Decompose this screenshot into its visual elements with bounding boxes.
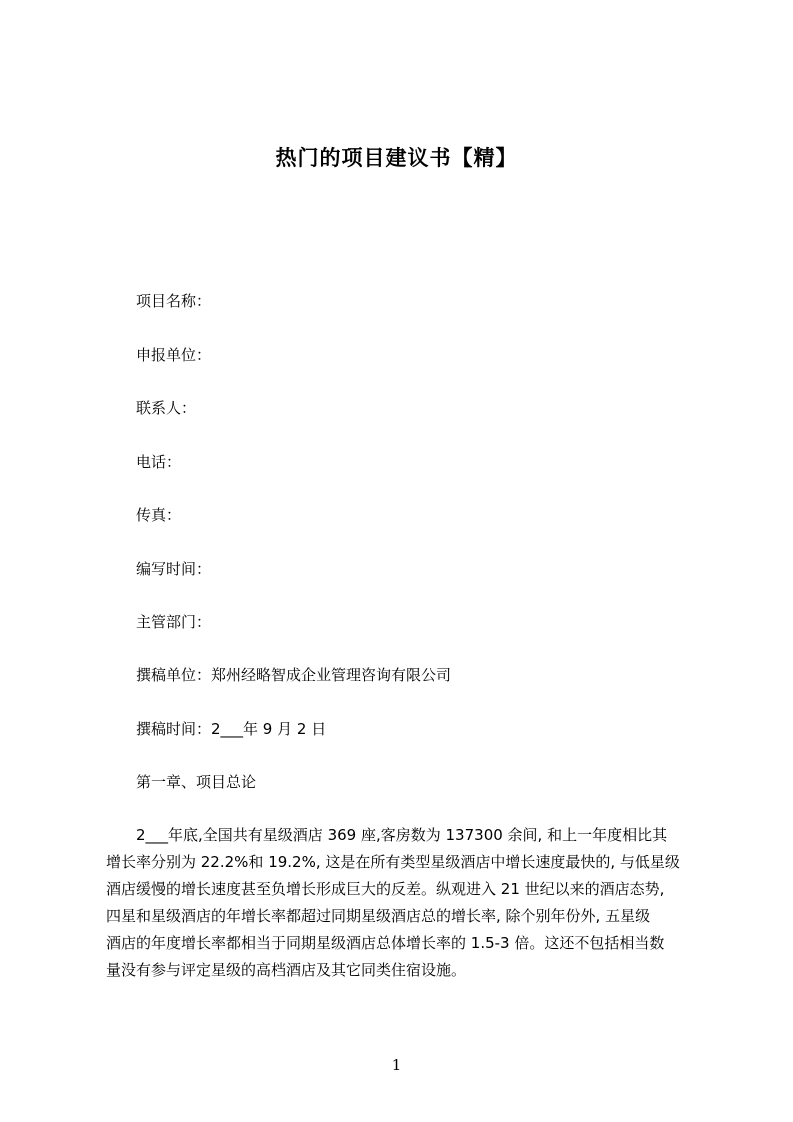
page-number: 1 [391, 1056, 402, 1074]
chapter-heading: 第一章、项目总论 [136, 773, 257, 791]
paragraph-line: 酒店的年度增长率都相当于同期星级酒店总体增长率的 1.5-3 倍。这还不包括相当数 [106, 934, 665, 952]
paragraph-line: 2___年底,全国共有星级酒店 369 座,客房数为 137300 余间, 和上一年度相比其 [136, 826, 668, 844]
paragraph-line: 量没有参与评定星级的高档酒店及其它同类住宿设施。 [106, 961, 467, 979]
document-title: 热门的项目建议书【精】 [275, 146, 518, 170]
field-drafting-time: 撰稿时间：2___年 9 月 2 日 [136, 720, 327, 738]
field-supervising-department: 主管部门： [136, 613, 212, 631]
field-phone: 电话： [136, 453, 182, 471]
paragraph-line: 增长率分别为 22.2%和 19.2%, 这是在所有类型星级酒店中增长速度最快的, 与低星级 [106, 853, 680, 871]
paragraph-line: 四星和星级酒店的年增长率都超过同期星级酒店总的增长率, 除个别年份外, 五星级 [106, 907, 651, 925]
field-fax: 传真： [136, 506, 182, 524]
field-applicant-unit: 申报单位： [136, 346, 212, 364]
field-contact-person: 联系人： [136, 399, 197, 417]
field-drafting-unit: 撰稿单位：郑州经略智成企业管理咨询有限公司 [136, 666, 452, 684]
field-prepared-time: 编写时间： [136, 560, 212, 578]
field-project-name: 项目名称： [136, 292, 212, 310]
paragraph-line: 酒店缓慢的增长速度甚至负增长形成巨大的反差。纵观进入 21 世纪以来的酒店态势, [106, 880, 665, 898]
